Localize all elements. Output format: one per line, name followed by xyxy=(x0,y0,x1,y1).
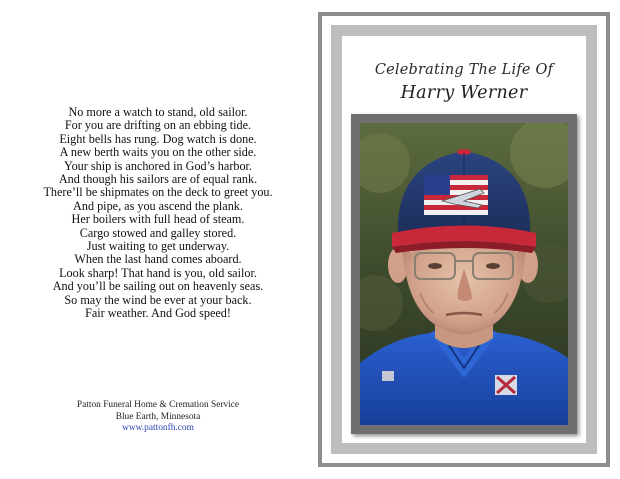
deceased-name: Harry Werner xyxy=(400,83,528,103)
funeral-home-location: Blue Earth, Minnesota xyxy=(115,411,201,422)
poem-line: Your ship is anchored in God’s harbor. xyxy=(64,158,252,173)
poem-line: There’ll be shipmates on the deck to greet you. xyxy=(43,185,273,200)
funeral-home-name: Patton Funeral Home & Cremation Service xyxy=(76,400,240,410)
photo-frame xyxy=(351,114,577,434)
poem-line: For you are drifting on an ebbing tide. xyxy=(64,118,252,133)
poem-line: Her boilers with full head of steam. xyxy=(71,212,245,227)
poem-line: When the last hand comes aboard. xyxy=(74,252,242,267)
poem-line: A new berth waits you on the other side. xyxy=(59,145,257,160)
poem-line: Cargo stowed and galley stored. xyxy=(79,225,237,240)
poem-line: And you’ll be sailing out on heavenly seas. xyxy=(52,279,264,294)
poem-line: Look sharp! That hand is you, old sailor. xyxy=(59,265,257,280)
poem-line: No more a watch to stand, old sailor. xyxy=(68,105,248,119)
funeral-home-website-link[interactable]: www.pattonfh.com xyxy=(122,423,194,434)
poem-line: And though his sailors are of equal rank. xyxy=(58,172,258,187)
poem-line: Fair weather. And God speed! xyxy=(85,306,231,321)
poem-line: Just waiting to get underway. xyxy=(86,239,230,254)
poem-line: And pipe, as you ascend the plank. xyxy=(73,198,243,213)
portrait-photo-icon xyxy=(360,123,568,425)
portrait-photo xyxy=(360,123,568,425)
poem-line: Eight bells has rung. Dog watch is done. xyxy=(59,131,257,146)
funeral-home-footer xyxy=(0,400,316,435)
card-heading: Celebrating The Life Of xyxy=(374,62,554,78)
poem xyxy=(0,106,316,321)
poem-line: So may the wind be ever at your back. xyxy=(64,292,252,307)
